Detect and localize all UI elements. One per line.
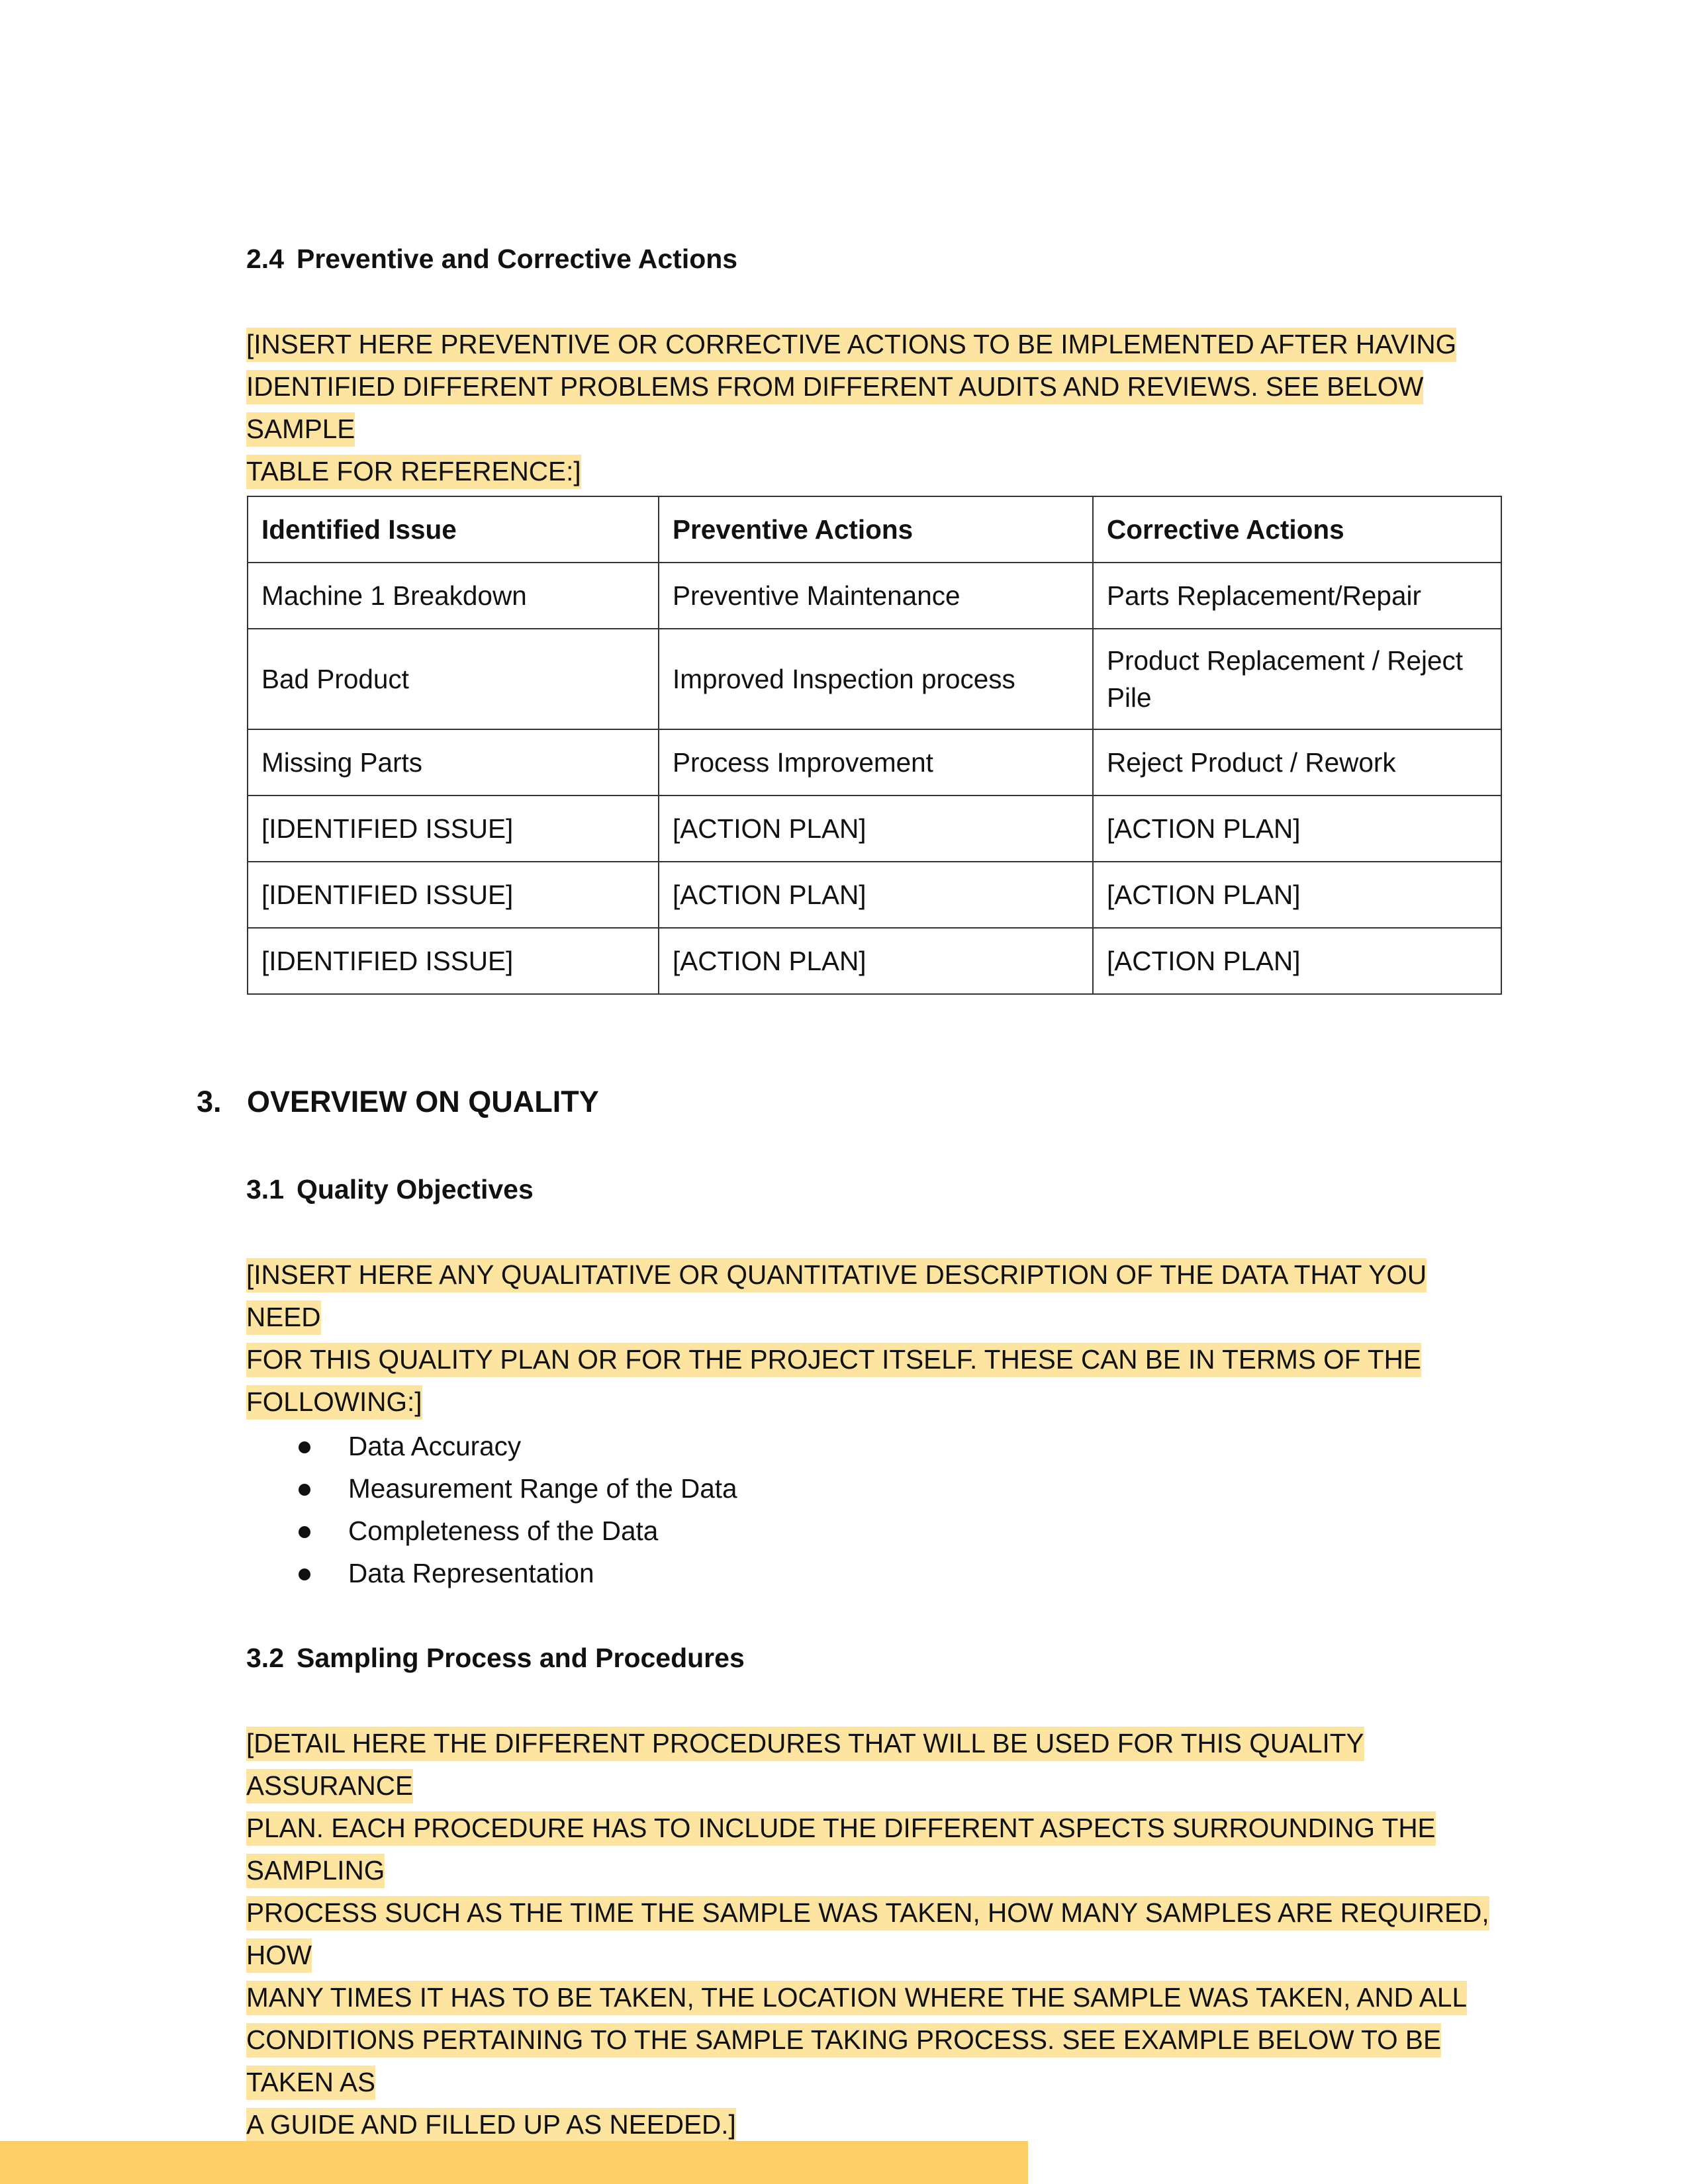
instruction-line: MANY TIMES IT HAS TO BE TAKEN, THE LOCATION WHERE THE SAMPLE WAS TAKEN, AND ALL: [246, 1976, 1504, 2019]
section-2-4-instructions: [246, 323, 1504, 492]
list-item: Measurement Range of the Data: [299, 1467, 737, 1510]
footer-accent-bar: [0, 2141, 1028, 2184]
table-row: [248, 796, 1501, 862]
table-cell: Bad Product: [248, 629, 659, 729]
table-row: [248, 928, 1501, 994]
table-cell: Missing Parts: [248, 729, 659, 796]
bullet-icon: [299, 1484, 310, 1496]
table-cell: [IDENTIFIED ISSUE]: [248, 928, 659, 994]
section-3-2-instructions: [246, 1722, 1504, 2146]
section-title: OVERVIEW ON QUALITY: [247, 1085, 599, 1118]
instruction-line: FOLLOWING:]: [246, 1381, 1504, 1423]
table-header-cell: Identified Issue: [248, 496, 659, 563]
list-item: Data Representation: [299, 1552, 737, 1594]
bullet-icon: [299, 1526, 310, 1538]
section-2-4-heading: [246, 242, 737, 275]
table-cell: Improved Inspection process: [659, 629, 1093, 729]
table-header-row: [248, 496, 1501, 563]
instruction-line: A GUIDE AND FILLED UP AS NEEDED.]: [246, 2103, 1504, 2146]
table-cell: Machine 1 Breakdown: [248, 563, 659, 629]
actions-table: [247, 496, 1502, 995]
table-cell: [ACTION PLAN]: [1093, 928, 1501, 994]
table-cell: [ACTION PLAN]: [1093, 796, 1501, 862]
table-cell: Reject Product / Rework: [1093, 729, 1501, 796]
instruction-line: PROCESS SUCH AS THE TIME THE SAMPLE WAS TAKEN, HOW MANY SAMPLES ARE REQUIRED, HOW: [246, 1891, 1504, 1976]
section-number: 3.1: [246, 1174, 284, 1205]
table-cell: Preventive Maintenance: [659, 563, 1093, 629]
section-title: Sampling Process and Procedures: [297, 1643, 745, 1673]
table-row: [248, 563, 1501, 629]
table-cell: [IDENTIFIED ISSUE]: [248, 862, 659, 928]
instruction-line: IDENTIFIED DIFFERENT PROBLEMS FROM DIFFERENT AUDITS AND REVIEWS. SEE BELOW SAMPLE: [246, 365, 1504, 450]
table-cell: [IDENTIFIED ISSUE]: [248, 796, 659, 862]
instruction-line: [INSERT HERE ANY QUALITATIVE OR QUANTITATIVE DESCRIPTION OF THE DATA THAT YOU NEED: [246, 1253, 1504, 1338]
table-row: [248, 729, 1501, 796]
instruction-line: TABLE FOR REFERENCE:]: [246, 450, 1504, 492]
table-cell: Process Improvement: [659, 729, 1093, 796]
section-number: 3.2: [246, 1643, 284, 1673]
instruction-line: PLAN. EACH PROCEDURE HAS TO INCLUDE THE DIFFERENT ASPECTS SURROUNDING THE SAMPLING: [246, 1807, 1504, 1891]
table-row: [248, 629, 1501, 729]
bullet-icon: [299, 1441, 310, 1453]
section-number: 2.4: [246, 244, 284, 274]
table-cell: [ACTION PLAN]: [659, 862, 1093, 928]
bullet-icon: [299, 1569, 310, 1580]
section-3-2-heading: [246, 1641, 745, 1674]
section-number: 3.: [197, 1085, 222, 1118]
table-cell: Product Replacement / Reject Pile: [1093, 629, 1501, 729]
table-cell: [ACTION PLAN]: [659, 928, 1093, 994]
table-header-cell: Preventive Actions: [659, 496, 1093, 563]
section-title: Quality Objectives: [297, 1174, 534, 1205]
section-3-1-instructions: [246, 1253, 1504, 1423]
table-header-cell: Corrective Actions: [1093, 496, 1501, 563]
section-3-1-heading: [246, 1173, 534, 1206]
list-item: Data Accuracy: [299, 1425, 737, 1467]
instruction-line: FOR THIS QUALITY PLAN OR FOR THE PROJECT ITSELF. THESE CAN BE IN TERMS OF THE: [246, 1338, 1504, 1381]
instruction-line: CONDITIONS PERTAINING TO THE SAMPLE TAKING PROCESS. SEE EXAMPLE BELOW TO BE TAKEN AS: [246, 2019, 1504, 2103]
list-item: Completeness of the Data: [299, 1510, 737, 1552]
section-3-heading: [197, 1084, 599, 1120]
section-title: Preventive and Corrective Actions: [297, 244, 738, 274]
instruction-line: [INSERT HERE PREVENTIVE OR CORRECTIVE ACTIONS TO BE IMPLEMENTED AFTER HAVING: [246, 323, 1504, 365]
quality-objectives-list: [299, 1425, 737, 1594]
table-cell: Parts Replacement/Repair: [1093, 563, 1501, 629]
table-row: [248, 862, 1501, 928]
table-cell: [ACTION PLAN]: [659, 796, 1093, 862]
instruction-line: [DETAIL HERE THE DIFFERENT PROCEDURES THAT WILL BE USED FOR THIS QUALITY ASSURANCE: [246, 1722, 1504, 1807]
table-cell: [ACTION PLAN]: [1093, 862, 1501, 928]
